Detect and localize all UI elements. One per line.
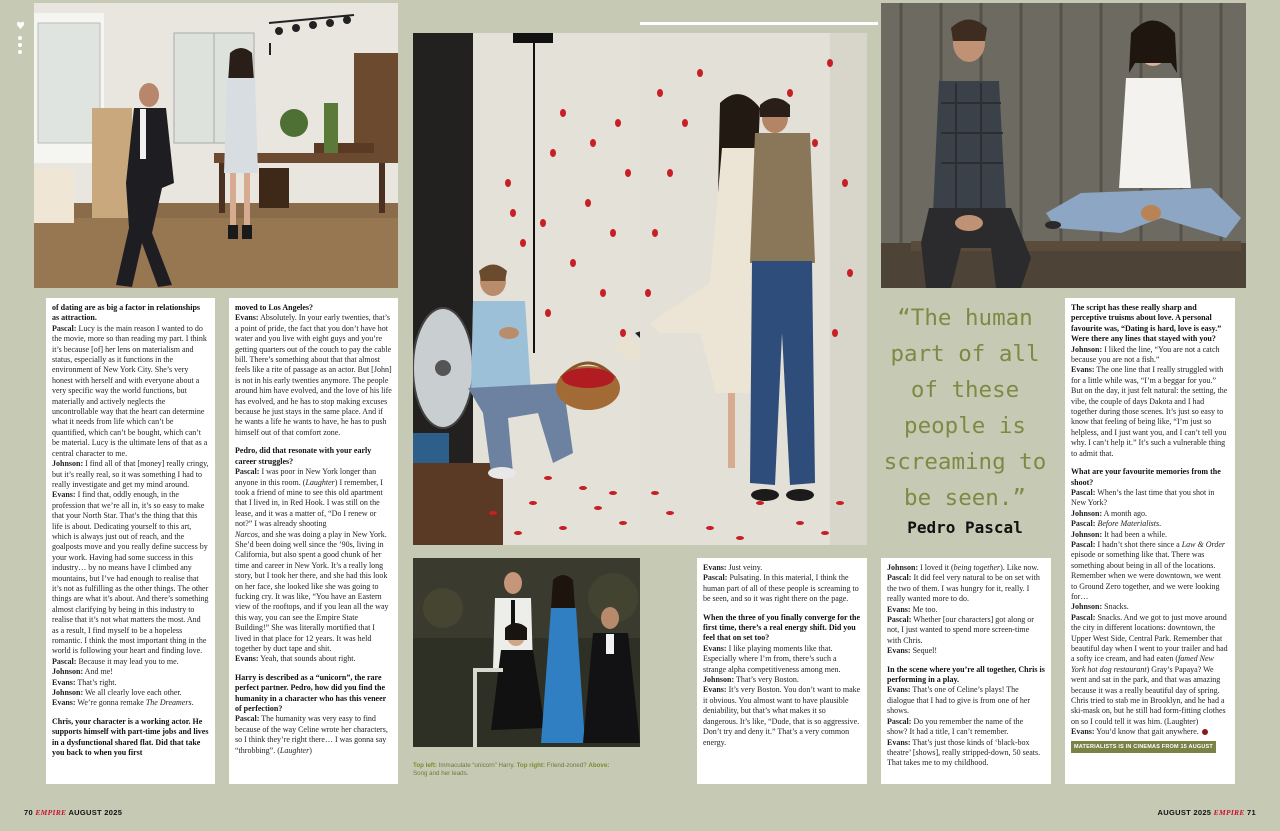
answer-text: A month ago. (1102, 508, 1148, 518)
paragraph-gap (235, 438, 392, 446)
end-mark-icon (1202, 729, 1208, 735)
answer-text: And me! (83, 667, 113, 677)
paragraph-gap (887, 657, 1045, 665)
answer-text: We’re gonna remake (75, 698, 146, 708)
article-column-1 (46, 298, 215, 784)
paragraph-gap (52, 709, 209, 717)
interview-answer (52, 324, 209, 459)
answer-text: That’s just those kinds of ‘black-box theatre’ [shows], really stripped-down, 50 seats. That takes me to my childhood. (887, 737, 1041, 768)
answer-text: We all clearly love each other. (83, 688, 182, 698)
release-note (1071, 741, 1229, 753)
speaker-name: Pascal: (52, 323, 77, 333)
answer-text: Snacks. And we got to just move around the city in different locations: downtown, the Upper West Side, Central Park. Remember that beautiful day when I went to your trailer and had a softy ice cream, and had eaten ( (1071, 612, 1228, 664)
photo-petals-left (413, 33, 640, 545)
heart-icon: ♥ (16, 21, 25, 32)
speaker-name: Evans: (703, 643, 727, 653)
interview-answer (887, 605, 1045, 615)
photo-apartment (34, 3, 398, 288)
answer-text-end: . (1159, 519, 1162, 529)
speaker-name: Pascal: (1071, 487, 1096, 497)
interview-answer (1071, 365, 1229, 459)
answer-text-end: episode or something like that. There was something about being in all of the locations. Remember when we were downtown, we went to Ground Zero together, and we were looking for… (1071, 550, 1221, 601)
answer-text-end: , and she was doing a play in New York. She’d been doing well since the ’90s, living in California, but also spent a good chunk of her time and career in New York. It’s a really long story, but I took her there, and she had this look on her face, she looked like she was going to fucking cry. It was like, “You have an Eastern view of the rooftops, and if you lean all the way this way, you can see the Empire State Building!” She was literally mortified that I lived in that place for 12 years. It was held together by duct tape and shit. (235, 529, 389, 653)
italic-text: Law & Order (1181, 539, 1225, 549)
pull-quote: “The human part of all of these people is screaming to be seen.” (883, 305, 1047, 511)
speaker-name: Evans: (703, 685, 727, 695)
interview-answer (235, 313, 392, 438)
interview-answer (52, 698, 209, 708)
interview-answer (52, 459, 209, 490)
speaker-name: Johnson: (52, 667, 84, 677)
interview-answer (887, 563, 1045, 573)
answer-text: Absolutely. In your early twenties, that’s a point of pride, the fact that you don’t have hot water and you live with eight guys and you’re getting quarters out of the couch to pay the cable bill. There’s something about that that almost feels like a rite of passage as an actor. But [John] is not in his early twenties anymore. The people around him have evolved, and the love of his life has evolved, and he has to stop making excuses because he just stays in the same place. And if he wants a life he wants to have, he has to push himself out of that comfort zone. (235, 313, 392, 437)
interview-question: In the scene where you’re all together, Chris is performing in a play. (887, 664, 1045, 685)
answer-text: I was poor in New York longer than anyone in this room. ( (235, 467, 377, 487)
speaker-name: Pascal: (52, 656, 77, 666)
answer-text-end: ) I remember, I took a friend of mine to see this old apartment that I lived in, in Red Hook. I was still on the lease, and it was a matter of, “Do I renew or not?” I was already shooting (235, 477, 383, 529)
interview-answer (235, 530, 392, 655)
italic-text: Narcos (235, 529, 258, 539)
article-column-3 (697, 558, 867, 784)
interview-answer (1071, 540, 1229, 602)
speaker-name: Johnson: (1071, 508, 1103, 518)
interview-answer (52, 678, 209, 688)
speaker-name: Johnson: (52, 688, 84, 698)
speaker-name: Pascal: (1071, 539, 1096, 549)
release-tag: MATERIALISTS IS IN CINEMAS FROM 15 AUGUST (1071, 741, 1216, 753)
speaker-name: Johnson: (52, 459, 84, 469)
interview-answer (1071, 602, 1229, 612)
speaker-name: Evans: (235, 313, 259, 323)
answer-text: I liked the line, “You are not a catch because you are not a fish.” (1071, 344, 1220, 365)
italic-text: Laughter (305, 477, 335, 487)
italic-text: The Dreamers (145, 698, 192, 708)
answer-text: I loved it ( (918, 563, 954, 572)
speaker-name: Evans: (52, 698, 76, 708)
speaker-name: Evans: (1071, 727, 1095, 737)
answer-text: Me too. (910, 604, 938, 614)
photo-petals-right (640, 33, 867, 545)
interview-answer (52, 667, 209, 677)
interview-answer (703, 563, 861, 573)
top-rule (640, 22, 878, 25)
answer-text: Do you remember the name of the show? It had a title, I can’t remember. (887, 716, 1024, 737)
right-page (640, 0, 1280, 831)
speaker-name: Pascal: (235, 467, 260, 477)
speaker-name: Pascal: (887, 716, 912, 726)
interview-answer (1071, 488, 1229, 509)
interview-answer (52, 490, 209, 657)
answer-text-end: ) Gray’s Papaya? We went and sat in the park, and that was amazing because it was a really beautiful day of spring. Chris tried to stab me in Brooklyn, and he had a ski-mask on, but he still had form-fitting clothes on so I could tell it was him. (Laughter) (1071, 664, 1226, 726)
italic-text: Laughter (279, 745, 310, 755)
speaker-name: Pascal: (887, 573, 912, 583)
interview-answer (703, 573, 861, 604)
interview-question: Chris, your character is a working actor. He supports himself with part-time jobs and lives in a dysfunctional shared flat. Did that take you back to when you first (52, 716, 209, 758)
speaker-name: Pascal: (1071, 612, 1096, 622)
answer-text: You’d know that gait anywhere. (1094, 727, 1199, 737)
interview-answer (887, 738, 1045, 769)
speaker-name: Pascal: (887, 615, 912, 625)
speaker-name: Johnson: (1071, 344, 1103, 354)
photo-caption: Top left: Immaculate “unicorn” Harry. Top right: Friend-zoned? Above: Song and her leads. (413, 762, 610, 777)
interview-answer (703, 644, 861, 675)
interview-answer (887, 717, 1045, 738)
italic-text: being together (953, 563, 1001, 572)
answer-text: It did feel very natural to be on set with the two of them. I was hungry for it, really. I really wanted more to do. (887, 573, 1040, 604)
interview-question: moved to Los Angeles? (235, 303, 313, 312)
interview-answer (52, 657, 209, 667)
paragraph-gap (703, 605, 861, 613)
speaker-name: Evans: (887, 604, 911, 614)
answer-text: It had been a while. (1102, 529, 1167, 539)
speaker-name: Pascal: (703, 573, 728, 583)
folio-left: 70 EMPIRE AUGUST 2025 (24, 808, 123, 817)
answer-text: I find that, oddly enough, in the profession that we’re all in, it’s so easy to make that your North Star. That’s the thing that this life is about. Dedicating yourself to this art, which is always just out of reach, and the goalposts move and you really define success by your work. Having had some success in this industry… by no means have I climbed any mountains, but I’ve had enough to realise that it’s not as fulfilling as the other things. The other things are what it’s about. And there’s something almost clarifying by being in this industry to realise that it’s not what matters the most. And as a result, I find myself to be a hopeless romantic. I think the most important thing in the world is following your heart and finding love. (52, 490, 209, 656)
answer-text: Pulsating. In this material, I think the human part of all of these people is screaming to be seen, and so it was right there on the page. (703, 573, 859, 604)
answer-text: Whether [our characters] got along or not, I just wanted to spend more screen-time with Chris. (887, 615, 1034, 645)
answer-text: The humanity was very easy to find because of the way Celine wrote her characters, so I think they’re right there… I was gonna say “throbbing”. ( (235, 714, 388, 755)
interview-answer (52, 688, 209, 698)
answer-text-end: ). Like now. (1000, 563, 1039, 572)
interview-question: What are your favourite memories from the shoot? (1071, 467, 1221, 487)
interview-answer (235, 714, 392, 756)
answer-text-end: ) (309, 745, 312, 755)
article-column-5 (1065, 298, 1235, 784)
interview-answer (887, 685, 1045, 716)
answer-text: Lucy is the main reason I wanted to do the movie, more so than reading my part. I think it’s because [of] her lens on materialism and status, especially as it functions in the environment of New York City. She’s very honest with herself and with everyone about a very specific way the world functions, but materially and actively neglects the uncontrollable way that the heart can determine what it needs from life which can’t be quantified, which can’t be bought, which can’t be material. Lucy is the ultimate lens of that as a central character to me. (52, 323, 208, 458)
speaker-name: Johnson: (1071, 529, 1103, 539)
interview-question: The script has these really sharp and perceptive truisms about love. A personal favourite was, “Dating is hard, love is easy.” Were there any lines that stayed with you? (1071, 303, 1222, 344)
paragraph-gap (1071, 459, 1229, 467)
interview-answer (703, 675, 861, 685)
italic-text: Before Materialists (1097, 519, 1160, 529)
photo-bench (881, 3, 1246, 288)
interview-answer (1071, 509, 1229, 519)
answer-text: I like playing moments like that. Especially where I’m from, there’s such a strange alpha competitiveness among men. (703, 643, 841, 674)
interview-answer (1071, 345, 1229, 366)
speaker-name: Evans: (887, 737, 911, 747)
interview-answer (887, 646, 1045, 656)
interview-answer (703, 685, 861, 747)
pull-quote-attribution: Pedro Pascal (907, 518, 1023, 537)
speaker-name: Evans: (887, 685, 911, 695)
answer-text-end: . (191, 698, 194, 708)
folio-right: AUGUST 2025 EMPIRE 71 (1157, 808, 1256, 817)
answer-text: It’s very Boston. You don’t want to make it obvious. You almost want to have plausible deniability, but that’s what makes it so dangerous. It’s like, “Dude, that is so aggressive. Don’t try and deny it.” That’s a very common energy. (703, 685, 861, 747)
speaker-name: Pascal: (235, 714, 260, 724)
interview-answer (887, 573, 1045, 604)
answer-text: That’s very Boston. (734, 675, 799, 685)
interview-answer (235, 467, 392, 529)
speaker-name: Evans: (887, 646, 911, 656)
answer-text: Sequel! (910, 646, 937, 656)
speaker-name: Johnson: (887, 563, 919, 572)
interview-answer (1071, 613, 1229, 727)
answer-text: Snacks. (1102, 602, 1129, 612)
interview-answer (235, 654, 392, 664)
answer-text: Because it may lead you to me. (76, 656, 179, 666)
answer-text: I hadn’t shot there since a (1095, 539, 1182, 549)
interview-answer (1071, 727, 1229, 737)
answer-text: Yeah, that sounds about right. (258, 654, 356, 664)
interview-answer (887, 615, 1045, 646)
answer-text: I find all of that [money] really cringy, but it’s really real, so it was something I had to really investigate and get my mind around. (52, 459, 209, 489)
answer-text: Just veiny. (726, 563, 763, 572)
page-dots (18, 36, 22, 57)
interview-answer (1071, 530, 1229, 540)
interview-question: When the three of you finally converge for the first time, there’s a real energy shift. Did you feel that on set too? (703, 612, 861, 643)
interview-question: Harry is described as a “unicorn”, the rare perfect partner. Pedro, how did you find the humanity in a character who has this veneer of perfection? (235, 672, 387, 714)
answer-text: That’s right. (75, 677, 117, 687)
answer-text: When’s the last time that you shot in New York? (1071, 487, 1215, 508)
italic-text: famed New York hot dog restaurant (1071, 654, 1214, 674)
speaker-name: Evans: (52, 490, 76, 500)
interview-question: Pedro, did that resonate with your early career struggles? (235, 446, 372, 466)
answer-text: That’s one of Celine’s plays! The dialogue that I had to give is from one of her shows. (887, 685, 1031, 716)
article-column-4 (881, 558, 1051, 784)
speaker-name: Evans: (703, 563, 727, 572)
speaker-name: Evans: (235, 654, 259, 664)
speaker-name: Pascal: (1071, 519, 1096, 529)
answer-text: The one line that I really struggled with for a little while was, “I’m a beggar for you.” But on the day, it just felt natural: the setting, the vibe, the couple of days Dakota and I had together during those scenes. It’s just so easy to know that feeling of being like, “I’m just so helpless, and I just want you, and I can’t tell you why. I can’t help it.” It’s such a vulnerable thing to admit that. (1071, 365, 1228, 458)
speaker-name: Evans: (1071, 365, 1095, 375)
speaker-name: Evans: (52, 677, 76, 687)
speaker-name: Johnson: (1071, 602, 1103, 612)
paragraph-gap (235, 665, 392, 673)
photo-group-left (413, 558, 640, 747)
interview-question: of dating are as big a factor in relationships as attraction. (52, 303, 201, 323)
article-column-2 (229, 298, 398, 784)
speaker-name: Johnson: (703, 675, 735, 685)
interview-answer (1071, 519, 1229, 529)
